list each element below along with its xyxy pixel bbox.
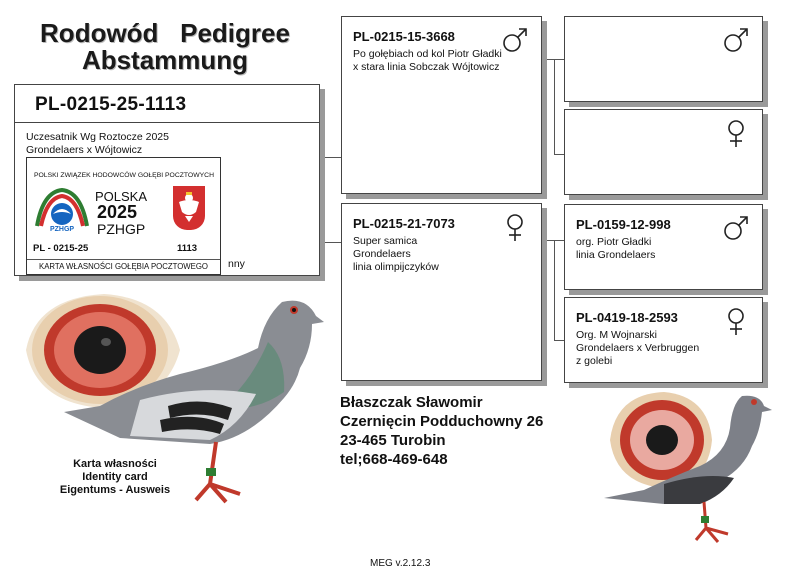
maternal-grandfather-info-2: linia Grondelaers <box>576 249 656 261</box>
card-ring-prefix: PL - 0215-25 <box>33 243 89 254</box>
connector-mother-grandparents-v <box>554 240 555 340</box>
owner-street: Czernięcin Podduchowny 26 <box>340 413 544 430</box>
female-icon <box>722 118 750 148</box>
owner-name: Błaszczak Sławomir <box>340 394 483 411</box>
main-bird-partial-text: nny <box>228 258 245 270</box>
connector-father-grandmother <box>554 154 564 155</box>
main-ring-underline <box>15 122 319 123</box>
title-line-2: Abstammung <box>81 45 249 75</box>
connector-father-grandparents <box>542 59 564 60</box>
pzhgp-logo-text: PZHGP <box>49 226 75 233</box>
mother-info-2: Grondelaers <box>353 248 411 260</box>
ownership-card <box>26 157 221 275</box>
mother-info-1: Super samica <box>353 235 418 247</box>
connector-main-vertical <box>320 157 321 243</box>
maternal-grandfather-box <box>564 204 763 290</box>
connector-main-father <box>320 157 342 158</box>
maternal-grandfather-info-1: org. Piotr Gładki <box>576 236 652 248</box>
card-year: 2025 <box>97 202 138 222</box>
polish-eagle-icon <box>173 186 205 230</box>
mother-info-3: linia olimpijczyków <box>353 261 439 273</box>
father-ring: PL-0215-15-3668 <box>353 29 455 44</box>
male-icon <box>722 25 750 55</box>
father-info-1: Po gołębiach od kol Piotr Gładki <box>353 48 502 60</box>
connector-mother-grandparents <box>542 240 564 241</box>
caption-line-3: Eigentums - Ausweis <box>59 484 171 496</box>
pzhgp-logo <box>33 186 91 234</box>
maternal-grandmother-box <box>564 297 763 383</box>
pigeon-small-photo <box>604 388 774 546</box>
card-ring-number: 1113 <box>177 243 198 254</box>
female-icon <box>501 212 529 242</box>
connector-father-grandparents-v <box>554 59 555 154</box>
paternal-grandfather-box <box>564 16 763 102</box>
maternal-grandfather-ring: PL-0159-12-998 <box>576 217 671 232</box>
maternal-grandmother-info-2: Grondelaers x Verbruggen <box>576 342 700 354</box>
card-header: POLSKI ZWIĄZEK HODOWCÓW GOŁĘBI POCZTOWYCH <box>33 172 214 179</box>
father-info-2: x stara linia Sobczak Wójtowicz <box>353 61 500 73</box>
maternal-grandmother-ring: PL-0419-18-2593 <box>576 310 678 325</box>
card-org: PZHGP <box>97 221 146 237</box>
owner-city: 23-465 Turobin <box>340 432 446 449</box>
female-icon <box>722 306 750 336</box>
paternal-grandmother-box <box>564 109 763 195</box>
identity-card-caption <box>40 458 190 497</box>
main-bird-ring: PL-0215-25-1113 <box>35 94 187 115</box>
connector-main-mother <box>320 242 342 243</box>
caption-line-2: Identity card <box>82 471 148 483</box>
mother-ring: PL-0215-21-7073 <box>353 216 455 231</box>
connector-mother-grandmother <box>554 340 564 341</box>
main-bird-info-2: Grondelaers x Wójtowicz <box>26 144 143 156</box>
owner-phone: tel;668-469-648 <box>340 451 448 468</box>
card-divider <box>27 259 220 260</box>
maternal-grandmother-info-1: Org. M Wojnarski <box>576 329 657 341</box>
pedigree-title <box>10 20 320 74</box>
male-icon <box>722 213 750 243</box>
maternal-grandmother-info-3: z golebi <box>576 355 613 367</box>
title-line-1: Rodowód Pedigree <box>40 18 290 48</box>
mother-box <box>341 203 542 381</box>
caption-line-1: Karta własności <box>73 458 157 470</box>
father-box <box>341 16 542 194</box>
main-bird-info-1: Uczesatnik Wg Roztocze 2025 <box>26 131 169 143</box>
male-icon <box>501 25 529 55</box>
card-footer: KARTA WŁASNOŚCI GOŁĘBIA POCZTOWEGO <box>39 262 208 271</box>
owner-info <box>340 393 543 469</box>
card-country: POLSKA <box>95 189 148 204</box>
version-label: MEG v.2.12.3 <box>370 558 431 569</box>
